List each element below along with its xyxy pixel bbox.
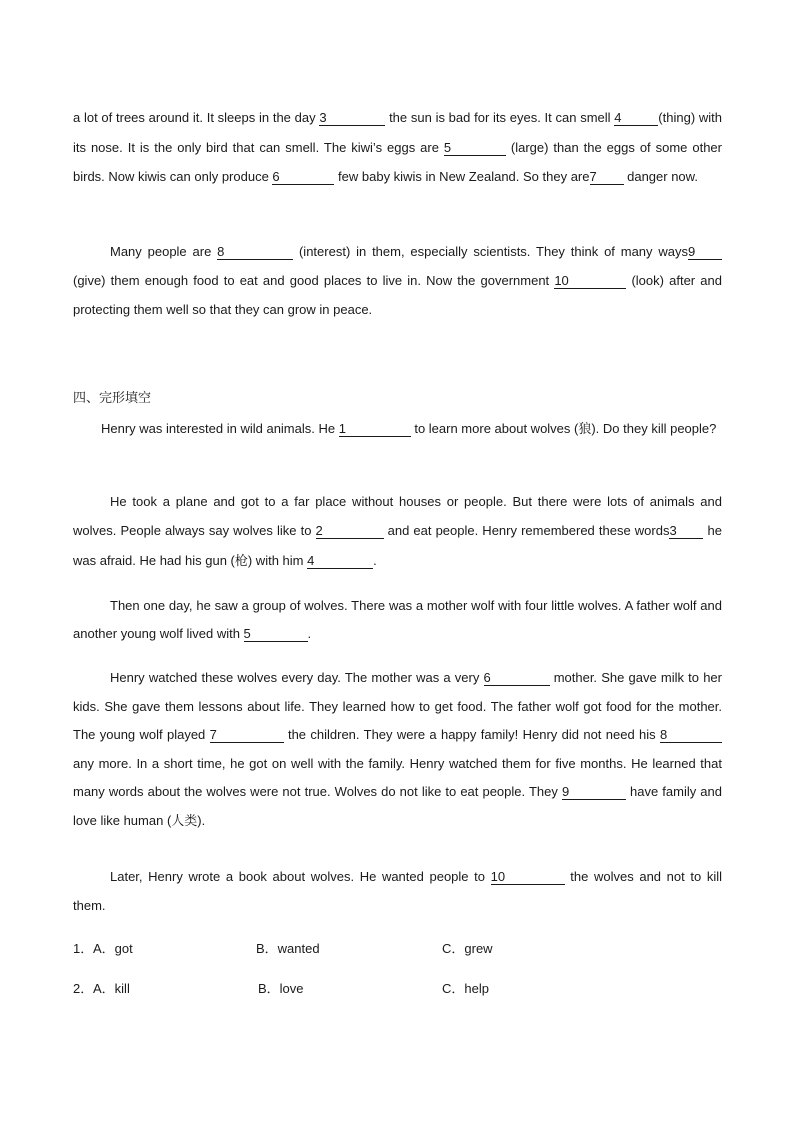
text: (thing) with its nose. It is the only bird that can smell. The kiwi’s eggs are — [73, 110, 722, 155]
blank-3: 3 — [669, 524, 703, 539]
question-number: 2． — [73, 981, 94, 996]
cloze-paragraph-1 — [73, 415, 722, 443]
option-c[interactable]: C．grew — [442, 941, 493, 956]
blank-9: 9 — [562, 785, 626, 800]
option-b[interactable]: B．wanted — [256, 941, 320, 956]
text: a lot of trees around it. It sleeps in the day — [73, 110, 320, 125]
text: (large) than the eggs of some other birds. Now kiwis can only produce — [73, 139, 722, 185]
cloze-paragraph-5 — [73, 862, 722, 920]
text: He took a plane and got to a far place without houses or people. But there were lots of animals and wolves. People always say wolves like to — [73, 494, 722, 539]
blank-4: 4 — [614, 111, 658, 126]
question-number: 1． — [73, 941, 94, 956]
text: have family and love like human (人类). — [73, 784, 722, 828]
blank-7: 7 — [590, 170, 624, 185]
text: Henry was interested in wild animals. He — [101, 421, 339, 436]
cloze-paragraph-4 — [73, 664, 722, 836]
blank-3: 3 — [319, 111, 385, 126]
blank-8: 8 — [217, 245, 293, 260]
text: the children. They were a happy family! Henry did not need his — [283, 727, 660, 743]
text: mother. She gave milk to her kids. She gave them lessons about life. They learned how to get food. The father wolf got food for the mother. The young wolf played — [73, 670, 722, 743]
question-1-options — [73, 938, 722, 954]
blank-7: 7 — [210, 728, 284, 743]
option-c[interactable]: C．help — [442, 981, 489, 996]
passage1-paragraph-1 — [73, 103, 722, 192]
text: (give) them enough food to eat and good places to live in. Now the government — [73, 273, 555, 288]
blank-9: 9 — [688, 245, 722, 260]
blank-10: 10 — [491, 870, 565, 885]
blank-1: 1 — [339, 422, 411, 437]
text: to learn more about wolves (狼). Do they kill people? — [410, 421, 717, 436]
blank-6: 6 — [272, 170, 334, 185]
text: and eat people. Henry remembered these words — [383, 523, 670, 539]
text: (look) after and protecting them well so that they can grow in peace. — [73, 273, 722, 317]
question-2-options — [73, 978, 722, 994]
text: Then one day, he saw a group of wolves. There was a mother wolf with four little wolves. A father wolf and another young wolf lived with — [73, 598, 722, 641]
text: . — [307, 626, 312, 641]
option-a[interactable]: A．got — [93, 941, 133, 956]
text: danger now. — [623, 169, 698, 185]
text: Many people are — [110, 244, 218, 259]
text: Later, Henry wrote a book about wolves. He wanted people to — [110, 869, 491, 884]
passage1-paragraph-2 — [73, 237, 722, 324]
text: any more. In a short time, he got on well with the family. Henry watched them for five months. He learned that many words about the wolves were not true. Wolves do not like to eat people. They — [73, 755, 722, 800]
text: Henry watched these wolves every day. The mother was a very — [110, 670, 484, 685]
cloze-paragraph-3 — [73, 592, 722, 648]
text: (interest) in them, especially scientists. They think of many ways — [293, 244, 688, 259]
blank-5: 5 — [444, 141, 506, 156]
text: he was afraid. He had his gun (枪) with him — [73, 523, 723, 568]
blank-2: 2 — [316, 524, 384, 539]
text: the sun is bad for its eyes. It can smell — [385, 110, 615, 125]
text: . — [373, 552, 377, 568]
text: few baby kiwis in New Zealand. So they are — [334, 169, 590, 185]
text: the wolves and not to kill them. — [73, 869, 722, 913]
blank-8: 8 — [660, 728, 722, 743]
option-a[interactable]: A．kill — [93, 981, 130, 996]
blank-6: 6 — [484, 671, 550, 686]
option-b[interactable]: B．love — [258, 981, 304, 996]
section-title: 四、完形填空 — [73, 390, 152, 405]
blank-4: 4 — [307, 554, 373, 569]
cloze-paragraph-2 — [73, 487, 722, 575]
blank-10: 10 — [554, 274, 626, 289]
blank-5: 5 — [244, 627, 308, 642]
